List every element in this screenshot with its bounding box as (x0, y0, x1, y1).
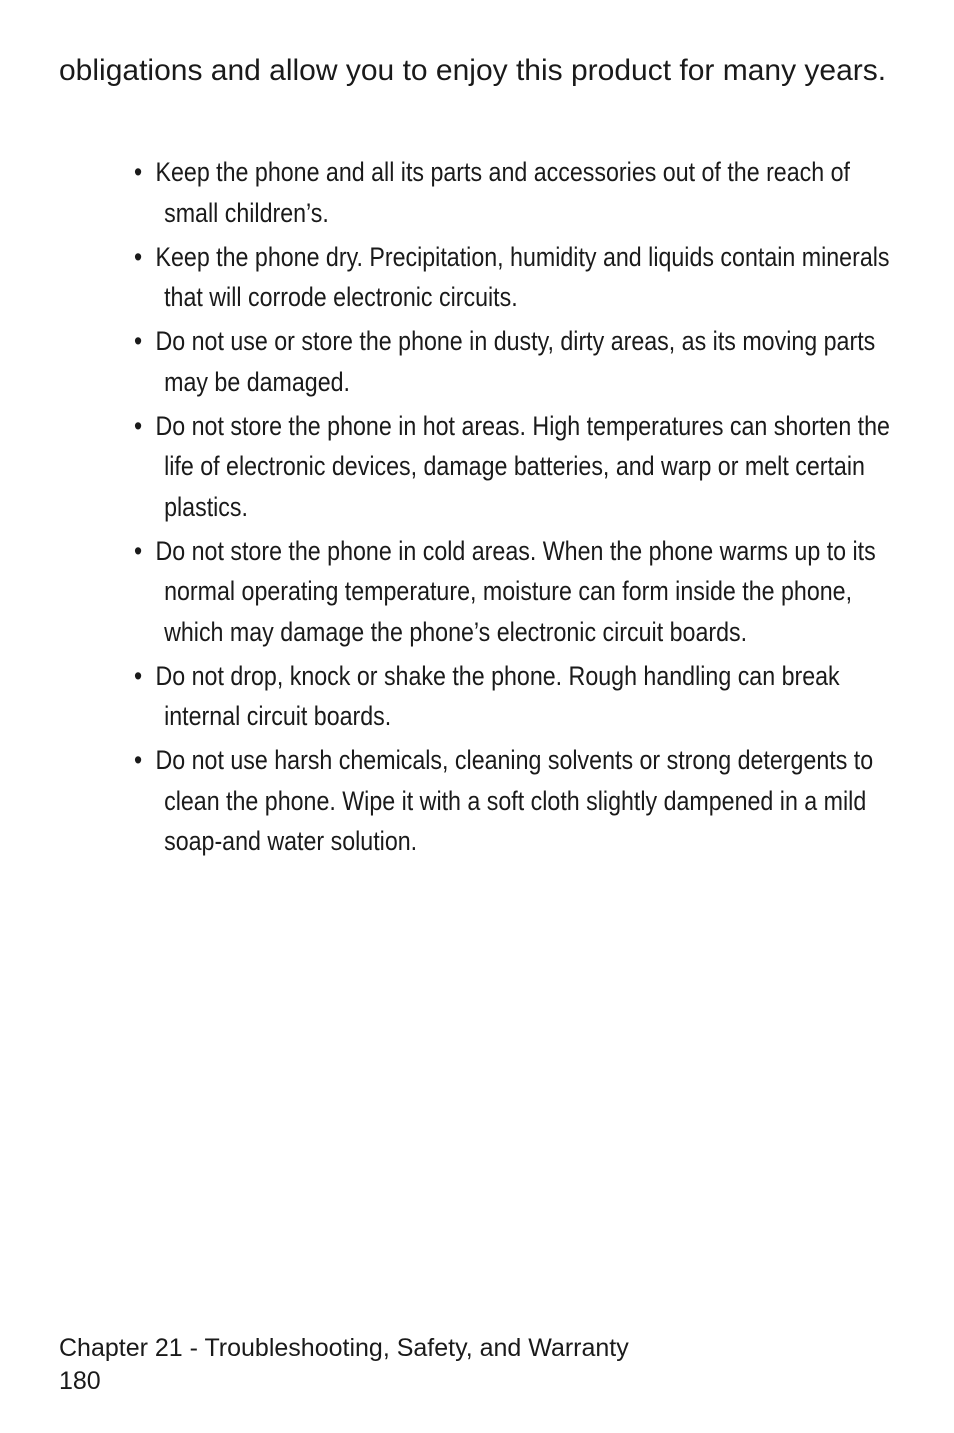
page-number: 180 (59, 1367, 101, 1395)
chapter-title: Chapter 21 - Troubleshooting, Safety, and Warranty (59, 1334, 629, 1362)
care-instructions-list (134, 152, 894, 865)
list-item-text: Do not use or store the phone in dusty, dirty areas, as its moving parts may be damaged. (155, 326, 876, 397)
bullet-icon: • (134, 241, 143, 272)
bullet-icon: • (134, 535, 143, 566)
intro-paragraph: obligations and allow you to enjoy this product for many years. (59, 54, 887, 87)
list-item-text: Do not use harsh chemicals, cleaning solvents or strong detergents to clean the phone. Wipe it with a soft cloth slightly dampened in a mild soap-and water solution. (155, 745, 874, 856)
list-item (134, 321, 894, 402)
list-item (134, 531, 894, 653)
list-item-text: Keep the phone dry. Precipitation, humidity and liquids contain minerals that will corrode electronic circuits. (155, 241, 890, 312)
bullet-icon: • (134, 745, 143, 775)
list-item (134, 656, 894, 737)
bullet-icon: • (134, 326, 143, 356)
list-item-text: Do not drop, knock or shake the phone. Rough handling can break internal circuit boards. (155, 660, 840, 731)
list-item-text: Do not store the phone in hot areas. High temperatures can shorten the life of electronic devices, damage batteries, and warp or melt certain plastics. (155, 410, 890, 522)
list-item (134, 237, 894, 318)
bullet-icon: • (134, 157, 143, 187)
list-item (134, 406, 894, 528)
list-item-text: Do not store the phone in cold areas. When the phone warms up to its normal operating temperature, moisture can form inside the phone, which may damage the phone’s electronic circuit boards. (155, 535, 876, 647)
list-item (134, 740, 894, 862)
page-footer (59, 1332, 629, 1398)
bullet-icon: • (134, 660, 143, 691)
bullet-icon: • (134, 410, 143, 441)
list-item-text: Keep the phone and all its parts and accessories out of the reach of small children’s. (155, 157, 850, 228)
list-item (134, 152, 894, 233)
